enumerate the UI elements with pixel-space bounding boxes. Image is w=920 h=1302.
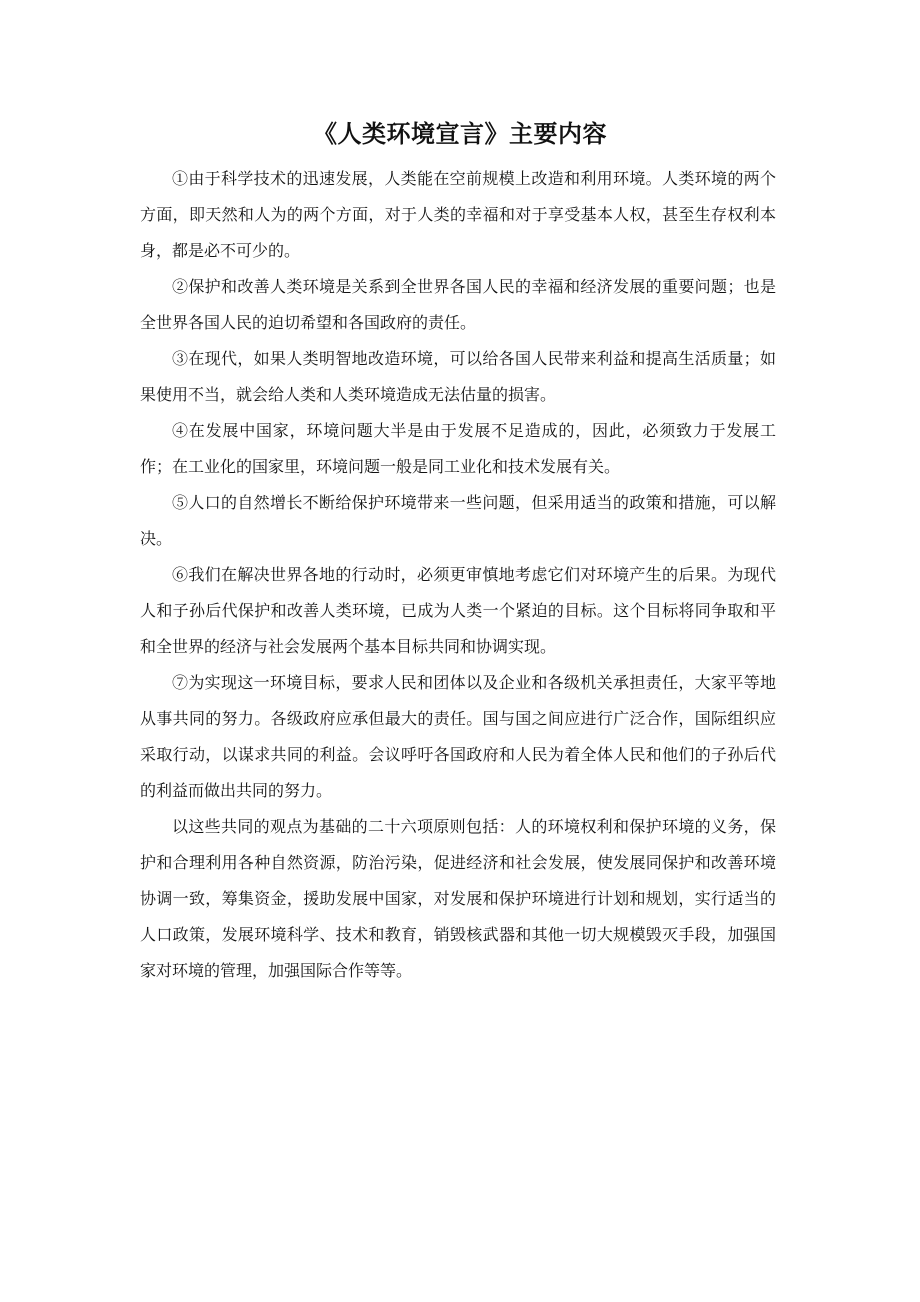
paragraph-5: ⑤人口的自然增长不断给保护环境带来一些问题，但采用适当的政策和措施，可以解决。 [140,493,776,548]
paragraph-7: ⑦为实现这一环境目标，要求人民和团体以及企业和各级机关承担责任，大家平等地从事共同的努力。各级政府应承但最大的责任。国与国之间应进行广泛合作，国际组织应采取行动，以谋求共同的利益。会议呼吁各国政府和人民为着全体人民和他们的子孙后代的利益而做出共同的努力。 [140,673,776,800]
document-body [140,161,776,989]
paragraph-4: ④在发展中国家，环境问题大半是由于发展不足造成的，因此，必须致力于发展工作；在工业化的国家里，环境问题一般是同工业化和技术发展有关。 [140,421,776,476]
paragraph-principles: 以这些共同的观点为基础的二十六项原则包括：人的环境权利和保护环境的义务，保护和合理利用各种自然资源，防治污染，促进经济和社会发展，使发展同保护和改善环境协调一致，筹集资金，援助发展中国家，对发展和保护环境进行计划和规划，实行适当的人口政策，发展环境科学、技术和教育，销毁核武器和其他一切大规模毁灭手段，加强国家对环境的管理，加强国际合作等等。 [140,817,776,980]
document-title: 《人类环境宣言》主要内容 [313,120,607,148]
paragraph-3: ③在现代，如果人类明智地改造环境，可以给各国人民带来利益和提高生活质量；如果使用不当，就会给人类和人类环境造成无法估量的损害。 [140,349,776,404]
paragraph-2: ②保护和改善人类环境是关系到全世界各国人民的幸福和经济发展的重要问题；也是全世界各国人民的迫切希望和各国政府的责任。 [140,277,776,332]
paragraph-6: ⑥我们在解决世界各地的行动时，必须更审慎地考虑它们对环境产生的后果。为现代人和子孙后代保护和改善人类环境，已成为人类一个紧迫的目标。这个目标将同争取和平和全世界的经济与社会发展两个基本目标共同和协调实现。 [140,565,776,656]
paragraph-1: ①由于科学技术的迅速发展，人类能在空前规模上改造和利用环境。人类环境的两个方面，即天然和人为的两个方面，对于人类的幸福和对于享受基本人权，甚至生存权利本身，都是必不可少的。 [140,169,776,260]
